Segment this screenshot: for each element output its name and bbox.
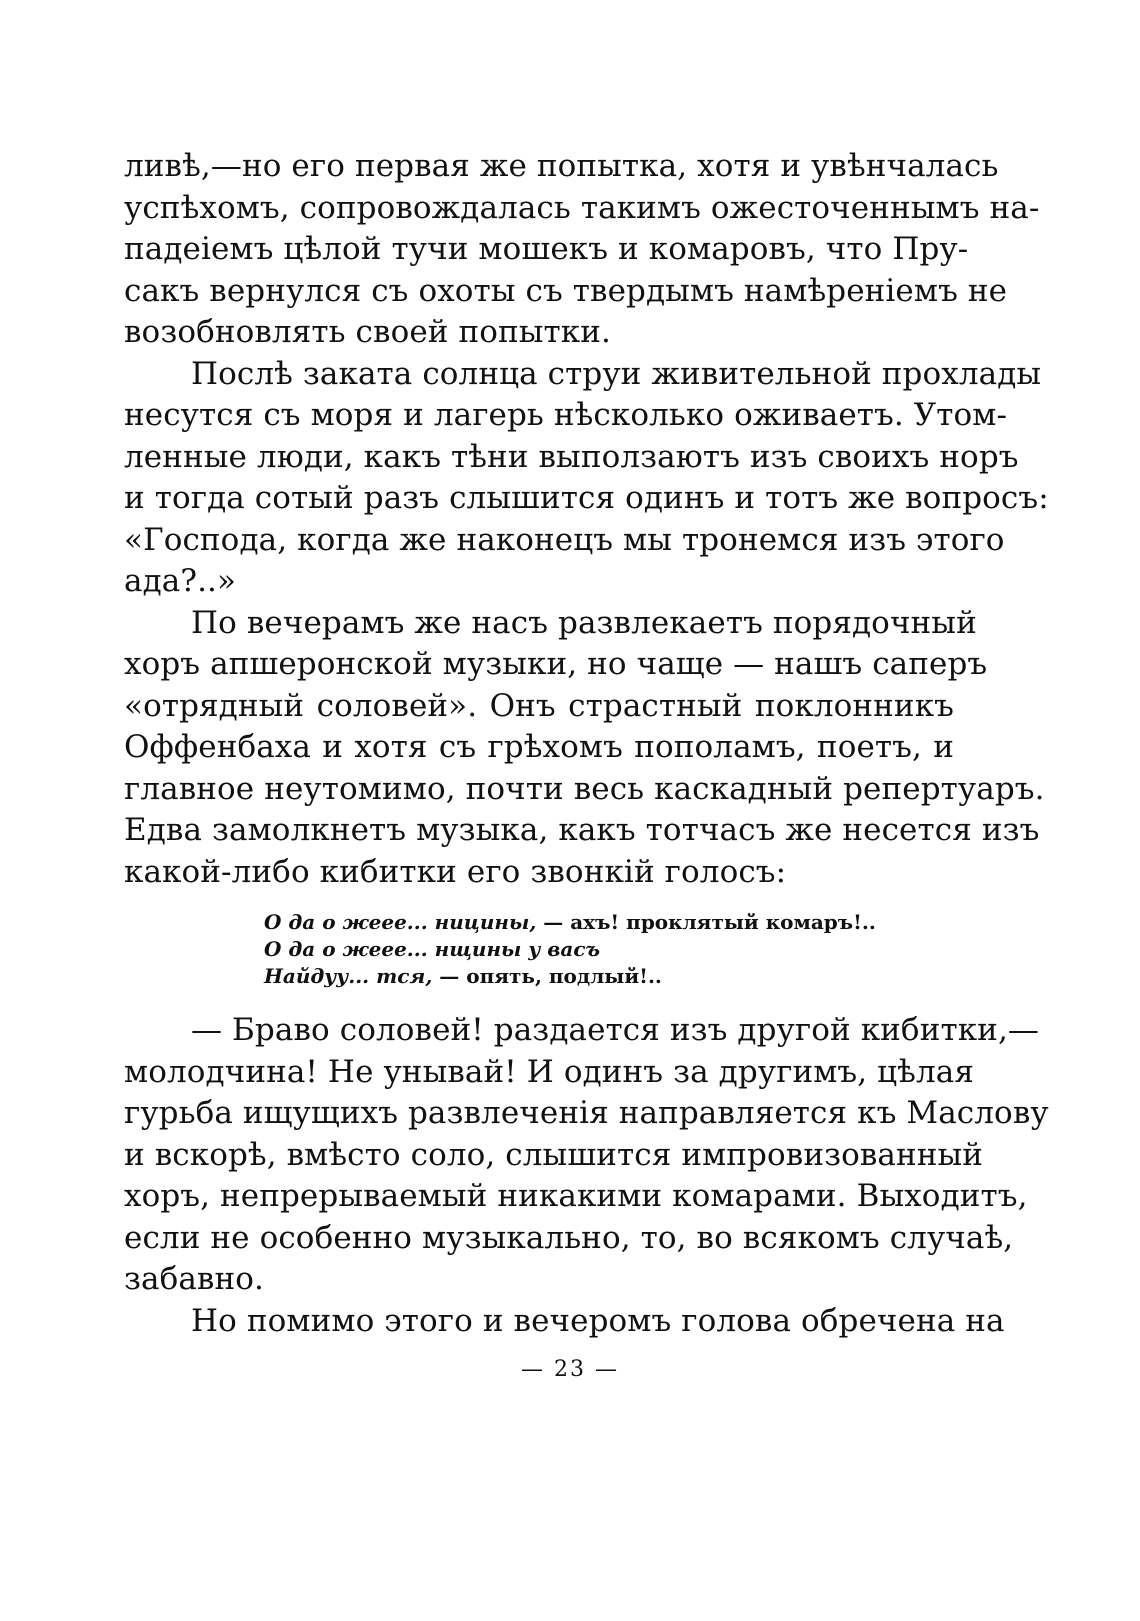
verse-sung-text: О да о жеее... ницины,: [264, 910, 537, 934]
paragraph: [124, 354, 1049, 603]
text-line: и вскорѣ, вмѣсто соло, слышится импровизованный: [124, 1136, 984, 1173]
text-line: забавно.: [124, 1261, 264, 1297]
text-line: хоръ, непрерываемый никакими комарами. Выходитъ,: [124, 1178, 1028, 1214]
text-line: хоръ апшеронской музыки, но чаще — нашъ саперъ: [124, 646, 988, 682]
text-line: ленные люди, какъ тѣни выползаютъ изъ своихъ норъ: [124, 438, 1019, 475]
verse-line: [264, 963, 954, 990]
text-line: сакъ вернулся съ охоты съ твердымъ намѣреніемъ не: [124, 272, 1008, 309]
verse-sung-text: О да о жеее... нщины у васъ: [264, 937, 601, 961]
song-verse: [264, 909, 954, 990]
text-line: Но помимо этого и вечеромъ голова обречена на: [191, 1302, 1005, 1339]
page-body: [124, 146, 1049, 1342]
text-line: ада?..»: [124, 563, 237, 599]
text-line: — Браво соловей! раздается изъ другой кибитки,—: [191, 1012, 1039, 1048]
verse-line: [264, 936, 954, 963]
text-line: и тогда сотый разъ слышится одинъ и тотъ же вопросъ:: [124, 480, 1049, 516]
verse-sung-text: Найдуу... тся,: [264, 964, 433, 988]
text-line: несутся съ моря и лагерь нѣсколько оживаетъ. Утом-: [124, 397, 1008, 433]
verse-line: [264, 909, 954, 936]
text-line: возобновлять своей попытки.: [124, 314, 611, 350]
text-line: если не особенно музыкально, то, во всякомъ случаѣ,: [124, 1219, 1014, 1256]
verse-remark: — ахъ! проклятый комаръ!..: [536, 910, 876, 934]
text-line: «отрядный соловей». Онъ страстный поклонникъ: [124, 687, 954, 724]
text-line: молодчина! Не унывай! И одинъ за другимъ, цѣлая: [124, 1053, 975, 1090]
text-line: успѣхомъ, сопровождалась такимъ ожесточеннымъ на-: [124, 189, 1040, 226]
text-line: «Господа, когда же наконецъ мы тронемся изъ этого: [124, 521, 1005, 558]
paragraph: [124, 146, 1040, 354]
text-line: падеіемъ цѣлой тучи мошекъ и комаровъ, что Пру-: [124, 231, 969, 267]
text-line: Послѣ заката солнца струи живительной прохлады: [191, 355, 1042, 392]
text-line: ливѣ,—но его первая же попытка, хотя и увѣнчалась: [124, 148, 999, 184]
text-line: какой-либо кибитки его звонкій голосъ:: [124, 853, 787, 890]
verse-remark: — опять, подлый!..: [432, 964, 662, 988]
paragraph: [124, 1010, 1049, 1301]
text-line: По вечерамъ же насъ развлекаетъ порядочный: [191, 604, 977, 641]
text-line: Едва замолкнетъ музыка, какъ тотчасъ же несется изъ: [124, 812, 1040, 848]
paragraph: [124, 603, 1045, 894]
text-line: Оффенбаха и хотя съ грѣхомъ пополамъ, поетъ, и: [124, 729, 954, 765]
page-number: — 23 —: [521, 1357, 619, 1382]
text-line: гурьба ищущихъ развлеченія направляется къ Маслову: [124, 1095, 1049, 1131]
text-line: главное неутомимо, почти весь каскадный репертуаръ.: [124, 770, 1045, 807]
paragraph: [124, 1301, 1005, 1343]
